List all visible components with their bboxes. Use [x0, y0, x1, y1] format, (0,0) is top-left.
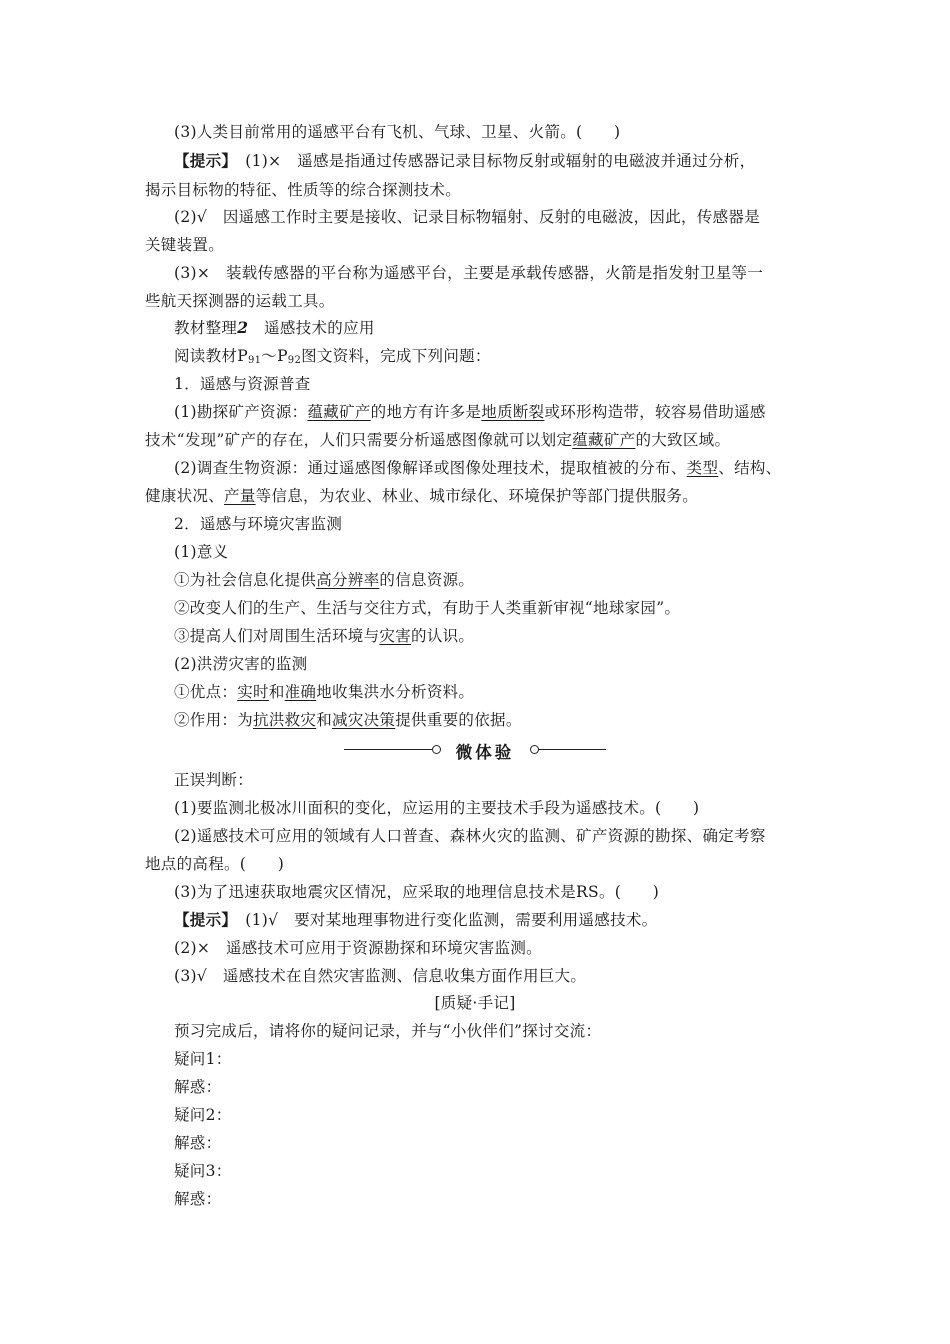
significance-title: (1)意义 — [174, 543, 229, 561]
hint-label: 【提示】 — [174, 910, 230, 929]
reading-intro: 阅读教材$P_{91}\sim P_{92}$图文资料，完成下列问题： — [174, 347, 491, 366]
mineral-paragraph-cont: 技术“发现”矿产的存在，人们只需要分析遥感图像就可以划定蕴藏矿产的大致区域。 — [145, 431, 731, 449]
answer-2-label: 解惑： — [174, 1134, 222, 1152]
micro-experience-title: 微体验 — [455, 743, 515, 762]
judge-question-1: (1)要监测北极冰川面积的变化，应运用的主要技术手段为遥感技术。( ) — [174, 799, 700, 817]
hint-1-cont: 揭示目标物的特征、性质等的综合探测技术。 — [145, 181, 462, 199]
hint-3-cont: 些航天探测器的运载工具。 — [145, 292, 335, 310]
question-3-label: 疑问3： — [174, 1162, 232, 1180]
micro-hint-3: (3)√ 遥感技术在自然灾害监测、信息收集方面作用巨大。 — [174, 967, 587, 985]
divider-line-right — [538, 749, 606, 750]
subsection-1-title: 1．遥感与资源普查 — [174, 375, 311, 393]
judge-question-2-cont: 地点的高程。( ) — [145, 855, 285, 873]
biology-paragraph: (2)调查生物资源：通过遥感图像解译或图像处理技术，提取植被的分布、类型、结构、 — [174, 459, 782, 477]
answer-3-label: 解惑： — [174, 1190, 222, 1208]
question-2-label: 疑问2： — [174, 1106, 232, 1124]
question-3-line: (3)人类目前常用的遥感平台有飞机、气球、卫星、火箭。( ) — [174, 123, 621, 141]
hint-3-line: (3)× 装载传感器的平台称为遥感平台，主要是承载传感器，火箭是指发射卫星等一 — [174, 264, 764, 282]
flood-function: ②作用：为抗洪救灾和减灾决策提供重要的依据。 — [174, 711, 522, 729]
micro-hint-1: 【提示】 (1)√ 要对某地理事物进行变化监测，需要利用遥感技术。 — [174, 910, 658, 929]
significance-item-3: ③提高人们对周围生活环境与灾害的认识。 — [174, 627, 475, 645]
significance-item-2: ②改变人们的生产、生活与交往方式，有助于人类重新审视“地球家园”。 — [174, 599, 681, 617]
question-1-label: 疑问1： — [174, 1050, 232, 1068]
notes-intro: 预习完成后，请将你的疑问记录，并与“小伙伴们”探讨交流： — [174, 1022, 602, 1040]
mineral-paragraph: (1)勘探矿产资源：蕴藏矿产的地方有许多是地质断裂或环形构造带，较容易借助遥感 — [174, 403, 766, 421]
significance-item-1: ①为社会信息化提供高分辨率的信息资源。 — [174, 571, 475, 589]
hint-2-cont: 关键装置。 — [145, 236, 225, 254]
section-heading: 教材整理2 遥感技术的应用 — [174, 318, 375, 337]
notes-title: [质疑·手记] — [434, 994, 516, 1012]
hint-2-line: (2)√ 因遥感工作时主要是接收、记录目标物辐射、反射的电磁波，因此，传感器是 — [174, 208, 761, 226]
micro-experience-divider — [344, 738, 606, 762]
judge-question-3: (3)为了迅速获取地震灾区情况，应采取的地理信息技术是RS。( ) — [174, 883, 660, 901]
micro-hint-2: (2)× 遥感技术可应用于资源勘探和环境灾害监测。 — [174, 939, 542, 957]
hint-label: 【提示】 — [174, 151, 230, 170]
answer-1-label: 解惑： — [174, 1078, 222, 1096]
hint-1-line: 【提示】 (1)× 遥感是指通过传感器记录目标物反射或辐射的电磁波并通过分析， — [174, 151, 756, 170]
biology-paragraph-cont: 健康状况、产量等信息，为农业、林业、城市绿化、环境保护等部门提供服务。 — [145, 487, 699, 505]
subsection-2-title: 2．遥感与环境灾害监测 — [174, 515, 343, 533]
divider-dot-left — [432, 745, 441, 754]
judge-question-2: (2)遥感技术可应用的领域有人口普查、森林火灾的监测、矿产资源的勘探、确定考察 — [174, 827, 766, 845]
divider-line-left — [344, 749, 432, 750]
flood-advantage: ①优点：实时和准确地收集洪水分析资料。 — [174, 683, 475, 701]
judge-label: 正误判断： — [174, 771, 254, 789]
flood-monitoring-title: (2)洪涝灾害的监测 — [174, 655, 308, 673]
